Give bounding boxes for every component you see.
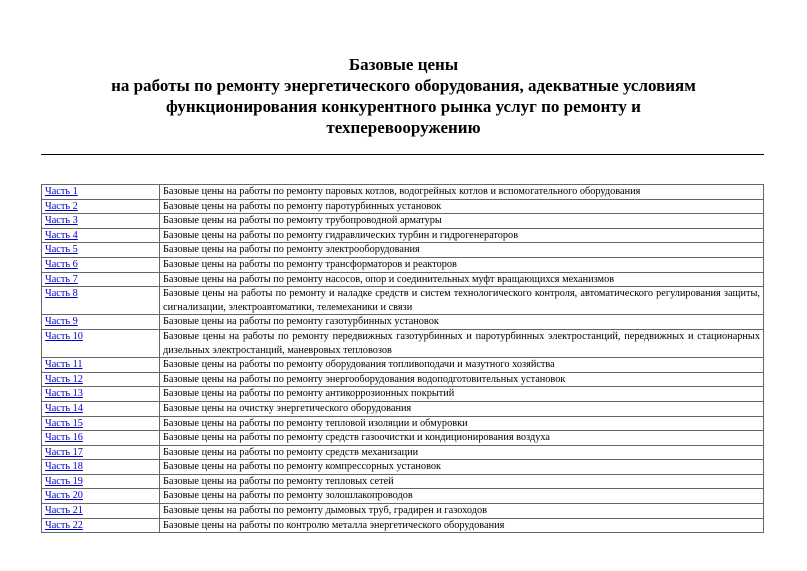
- part-description: Базовые цены на работы по ремонту тепловой изоляции и обмуровки: [160, 416, 764, 431]
- part-cell: [42, 315, 160, 330]
- part-link[interactable]: Часть 14: [45, 402, 83, 414]
- part-description: Базовые цены на работы по ремонту энергооборудования водоподготовительных установок: [160, 372, 764, 387]
- table-row: [42, 489, 764, 504]
- table-row: [42, 504, 764, 519]
- part-cell: [42, 460, 160, 475]
- part-cell: [42, 372, 160, 387]
- part-cell: [42, 416, 160, 431]
- part-link[interactable]: Часть 10: [45, 330, 83, 342]
- part-cell: [42, 504, 160, 519]
- part-link[interactable]: Часть 16: [45, 432, 83, 444]
- part-cell: [42, 272, 160, 287]
- part-link[interactable]: Часть 4: [45, 229, 78, 241]
- table-row: [42, 387, 764, 402]
- part-description: Базовые цены на работы по контролю металла энергетического оборудования: [160, 518, 764, 533]
- part-description: Базовые цены на работы по ремонту и наладке средств и систем технологического контроля, автоматического регулирования защиты, сигнализации, электроавтоматики, телемеханики и связи: [160, 287, 764, 315]
- part-description: Базовые цены на работы по ремонту трубопроводной арматуры: [160, 214, 764, 229]
- title-line-1: Базовые цены: [348, 55, 459, 74]
- part-link[interactable]: Часть 6: [45, 258, 78, 270]
- part-cell: [42, 185, 160, 200]
- part-link[interactable]: Часть 18: [45, 461, 83, 473]
- table-row: [42, 329, 764, 357]
- title-line-2: на работы по ремонту энергетического оборудования, адекватные условиям: [111, 76, 696, 95]
- part-cell: [42, 489, 160, 504]
- part-link[interactable]: Часть 21: [45, 505, 83, 517]
- part-link[interactable]: Часть 15: [45, 417, 83, 429]
- part-link[interactable]: Часть 1: [45, 186, 78, 197]
- document-title: [20, 54, 787, 138]
- title-line-4: техперевооружению: [326, 118, 481, 137]
- part-description: Базовые цены на работы по ремонту электрооборудования: [160, 243, 764, 258]
- part-description: Базовые цены на работы по ремонту средств газоочистки и кондиционирования воздуха: [160, 431, 764, 446]
- table-row: [42, 416, 764, 431]
- part-description: Базовые цены на работы по ремонту передвижных газотурбинных и паротурбинных электростанций, передвижных и стационарных дизельных электростанций, маневровых тепловозов: [160, 329, 764, 357]
- part-link[interactable]: Часть 8: [45, 288, 78, 300]
- part-cell: [42, 287, 160, 315]
- part-description: Базовые цены на очистку энергетического оборудования: [160, 401, 764, 416]
- part-cell: [42, 431, 160, 446]
- part-description: Базовые цены на работы по ремонту тепловых сетей: [160, 474, 764, 489]
- part-description: Базовые цены на работы по ремонту паротурбинных установок: [160, 199, 764, 214]
- table-row: [42, 358, 764, 373]
- table-row: [42, 431, 764, 446]
- part-description: Базовые цены на работы по ремонту гидравлических турбин и гидрогенераторов: [160, 228, 764, 243]
- part-cell: [42, 358, 160, 373]
- part-description: Базовые цены на работы по ремонту средств механизации: [160, 445, 764, 460]
- part-cell: [42, 214, 160, 229]
- table-row: [42, 445, 764, 460]
- part-description: Базовые цены на работы по ремонту насосов, опор и соединительных муфт вращающихся механизмов: [160, 272, 764, 287]
- part-cell: [42, 445, 160, 460]
- part-description: Базовые цены на работы по ремонту трансформаторов и реакторов: [160, 257, 764, 272]
- part-description: Базовые цены на работы по ремонту оборудования топливоподачи и мазутного хозяйства: [160, 358, 764, 373]
- table-row: [42, 315, 764, 330]
- table-row: [42, 287, 764, 315]
- part-cell: [42, 257, 160, 272]
- part-link[interactable]: Часть 5: [45, 244, 78, 256]
- part-link[interactable]: Часть 13: [45, 388, 83, 400]
- part-link[interactable]: Часть 20: [45, 490, 83, 502]
- table-row: [42, 199, 764, 214]
- table-row: [42, 474, 764, 489]
- part-cell: [42, 518, 160, 533]
- title-line-3: функционирования конкурентного рынка услуг по ремонту и: [166, 97, 641, 116]
- part-link[interactable]: Часть 3: [45, 215, 78, 227]
- table-row: [42, 518, 764, 533]
- part-link[interactable]: Часть 17: [45, 446, 83, 458]
- part-description: Базовые цены на работы по ремонту паровых котлов, водогрейных котлов и вспомогательного оборудования: [160, 185, 764, 200]
- part-link[interactable]: Часть 11: [45, 359, 83, 371]
- table-row: [42, 401, 764, 416]
- table-row: [42, 243, 764, 258]
- table-row: [42, 460, 764, 475]
- parts-table-body: [42, 185, 764, 533]
- part-link[interactable]: Часть 9: [45, 316, 78, 328]
- table-row: [42, 185, 764, 200]
- part-cell: [42, 199, 160, 214]
- part-link[interactable]: Часть 7: [45, 273, 78, 285]
- part-link[interactable]: Часть 2: [45, 200, 78, 212]
- part-cell: [42, 387, 160, 402]
- parts-table: [41, 184, 764, 533]
- part-description: Базовые цены на работы по ремонту газотурбинных установок: [160, 315, 764, 330]
- title-divider: [41, 154, 764, 155]
- part-cell: [42, 228, 160, 243]
- part-link[interactable]: Часть 12: [45, 373, 83, 385]
- part-link[interactable]: Часть 22: [45, 519, 83, 531]
- part-cell: [42, 243, 160, 258]
- table-row: [42, 228, 764, 243]
- part-cell: [42, 474, 160, 489]
- table-row: [42, 272, 764, 287]
- table-row: [42, 257, 764, 272]
- part-description: Базовые цены на работы по ремонту антикоррозионных покрытий: [160, 387, 764, 402]
- table-row: [42, 372, 764, 387]
- part-cell: [42, 329, 160, 357]
- part-description: Базовые цены на работы по ремонту золошлакопроводов: [160, 489, 764, 504]
- table-row: [42, 214, 764, 229]
- part-description: Базовые цены на работы по ремонту дымовых труб, градирен и газоходов: [160, 504, 764, 519]
- part-description: Базовые цены на работы по ремонту компрессорных установок: [160, 460, 764, 475]
- part-link[interactable]: Часть 19: [45, 475, 83, 487]
- part-cell: [42, 401, 160, 416]
